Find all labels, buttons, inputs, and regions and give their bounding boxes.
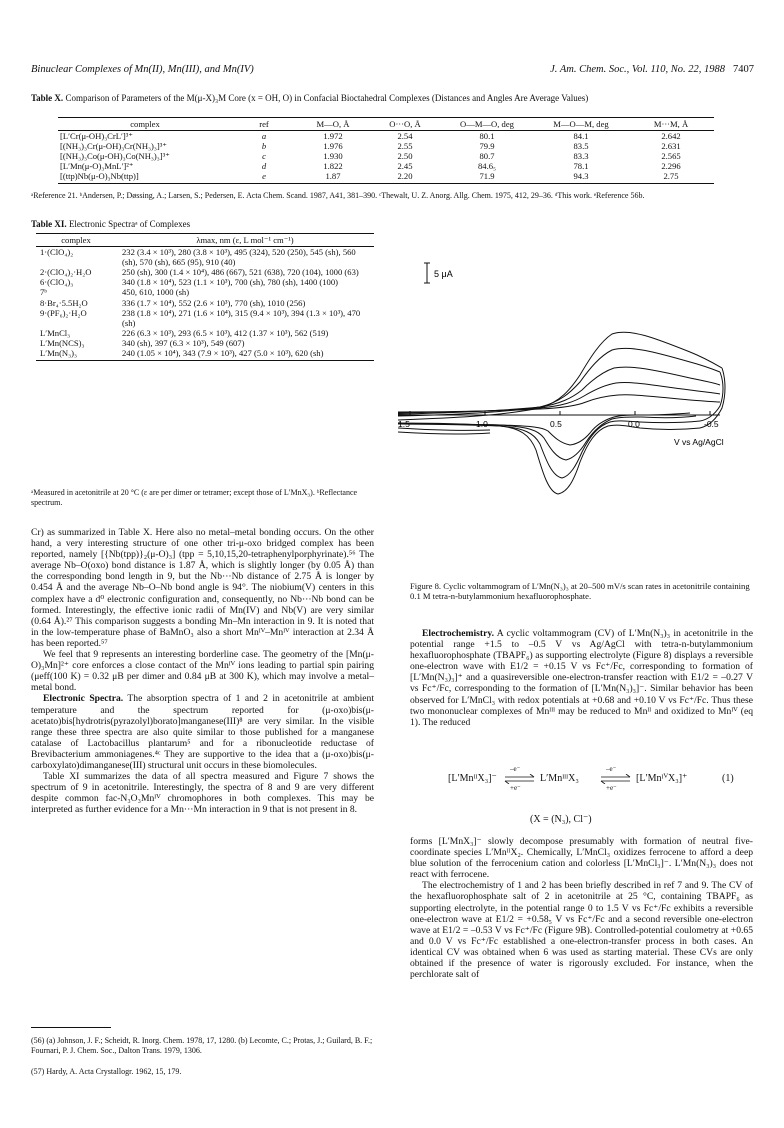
table-row — [36, 277, 374, 287]
equation-term: [L′MnᴵᴵX₃]⁻ — [448, 773, 497, 784]
cv-trace — [398, 348, 720, 416]
figure-8-caption-text: Cyclic voltammogram of L′Mn(N₃)₃ at 20–500 mV/s scan rates in acetonitrile containing 0.1 M tetra-n-butylammonium hexafluorophosphate. — [410, 581, 750, 602]
right-column-text-1 — [410, 628, 753, 728]
reference-56: (56) (a) Johnson, J. F.; Scheidt, R. Inorg. Chem. 1978, 17, 1280. (b) Lecomte, C.; Protas, J.; Guilard, B. F.; Fournari, P. J. Chem. Soc., Dalton Trans. 1979, 1306. — [31, 1036, 373, 1055]
table-cell: 336 (1.7 × 10⁴), 552 (2.6 × 10³), 770 (sh), 1010 (256) — [122, 297, 306, 308]
cv-trace — [700, 372, 723, 421]
table-row — [36, 298, 374, 308]
paragraph: Cr) as summarized in Table X. Here also no metal–metal bonding occurs. On the other hand, a very interesting structure of one other tri-μ-oxo bridged complex has been reported, namely [{Nb(tpp)}₂(μ-O)₃] (tpp = 5,10,15,20-tetraphenylporphyrinate).⁵⁶ The average Nb–O(oxo) bond distance is 1.87 Å, which is slightly longer (by 0.05 Å) than the corresponding bond length in 9, but the Nb···Nb distance of 2.75 Å is longer by 0.454 Å and the average Nb–O–Nb bond angle is 94°. The niobium(V) centers in this complex have a d⁰ electronic configuration and, consequently, no Nb···Nb bond can be formed. Interestingly, the effective ionic radii of Mn(IV) and Nb(V) are very similar (0.64 Å).²⁷ This comparison suggests a bonding Mn–Mn interaction in 9. It is noted that in the low-temperature phase of BaMnO₃ also a short Mnᴵⱽ–Mnᴵⱽ interaction at 2.34 Å has been reported.⁵⁷ — [31, 527, 374, 649]
table-10-col-ref: ref — [232, 118, 296, 131]
table-cell: 250 (sh), 300 (1.4 × 10⁴), 486 (667), 521 (638), 720 (104), 1000 (63) — [122, 267, 359, 278]
running-header-title: Binuclear Complexes of Mn(II), Mn(III), and Mn(IV) — [31, 64, 254, 75]
cv-trace — [398, 367, 720, 414]
table-row — [58, 161, 714, 171]
table-cell: 2.642 — [661, 131, 681, 142]
table-cell: 83.3 — [573, 151, 589, 162]
table-cell: [L′Cr(μ-OH)₃CrL′]³⁺ — [60, 131, 133, 142]
table-11-col-lambda: λmax, nm (ε, L mol⁻¹ cm⁻¹) — [116, 234, 374, 247]
table-10-header-row — [58, 118, 714, 131]
footnote-rule — [31, 1027, 111, 1028]
reference-57: (57) Hardy, A. Acta Crystallogr. 1962, 15, 179. — [31, 1067, 182, 1076]
table-11-label: Table XI. — [31, 219, 67, 229]
left-column-text — [31, 527, 374, 815]
table-cell: 1.976 — [323, 141, 343, 152]
table-row — [36, 328, 374, 338]
table-cell: 1.972 — [323, 131, 343, 142]
table-cell: 450, 610, 1000 (sh) — [122, 287, 190, 298]
table-cell: 2.55 — [397, 141, 413, 152]
equation-arrow-label: +e⁻ — [606, 784, 617, 792]
figure-8-caption — [410, 581, 753, 602]
table-cell: [(NH₃)₃Cr(μ-OH)₃Cr(NH₃)₃]³⁺ — [60, 141, 167, 152]
table-cell: 80.7 — [479, 151, 495, 162]
table-11-header-row — [36, 234, 374, 247]
running-header-journal — [550, 64, 754, 75]
table-cell: 79.9 — [479, 141, 495, 152]
paragraph — [31, 693, 374, 771]
table-cell: 80.1 — [479, 131, 495, 142]
table-cell: 2.631 — [661, 141, 681, 152]
right-column-text-2 — [410, 836, 753, 980]
table-cell: [(NH₃)₃Co(μ-OH)₃Co(NH₃)₃]³⁺ — [60, 151, 170, 162]
paragraph: Table XI summarizes the data of all spectra measured and Figure 7 shows the spectrum of 9 in acetonitrile. Interestingly, the spectra of 8 and 9 are very different despite common fac-N₃O₃Mnᴵⱽ chromophores in both complexes. This may be interpreted as further evidence for a Mn···Mn interaction in 9 that is not present in 8. — [31, 771, 374, 816]
current-scale-label: 5 μA — [434, 269, 453, 279]
section-run-in-heading: Electronic Spectra. — [43, 693, 124, 705]
equilibrium-arrow-icon — [600, 774, 632, 784]
table-10-caption — [31, 93, 753, 104]
x-tick-label: 0.5 — [550, 419, 562, 429]
paragraph: The electrochemistry of 1 and 2 has been briefly described in ref 7 and 9. The CV of the hexafluorophosphate salt of 2 in acetonitrile at 25 °C, containing TBAPF₆ as supporting electrolyte, in the potential range 0 to 1.5 V vs Fc⁺/Fc exhibits a reversible one-electron wave at E1/2 = +0.58₅ V vs Fc⁺/Fc and a second reversible one-electron wave at E1/2 = –0.53 V vs Fc⁺/Fc (Figure 9B). Controlled-potential coulometry at +0.65 and 0.0 V vs Fc⁺/Fc established a one-electron-transfer process in both cases. An identical CV was obtained when 6 was used as starting material. These CVs are only obtained if the presence of water is rigorously excluded. For instance, when the perchlorate salt of — [410, 880, 753, 981]
cv-trace — [398, 395, 720, 412]
table-cell: 2.75 — [628, 171, 714, 183]
table-cell: 2·(ClO₄)₂·H₂O — [40, 267, 92, 278]
table-10-caption-text: Comparison of Parameters of the M(μ-X)₃M Core (x = OH, O) in Confacial Bioctahedral Complexes (Distances and Angles Are Average Values) — [65, 93, 589, 103]
paragraph-text: The absorption spectra of 1 and 2 in acetonitrile at ambient temperature and the spectrum reported for (μ-oxo)bis(μ-acetato)bis[hydrotris(pyrazolyl)borato]manganese(III)⁸ are very similar. In the visible range these three spectra are also quite similar to those published for a manganese catalase of Lactobacillus plantarum⁵ and for a ribonucleotide reductase of Brevibacterium ammoniagenes.⁴ᶜ They are supportive to the idea that a (μ-oxo)bis(μ-carboxylato)dimanganese(III) structural unit occurs in these biomolecules. — [31, 693, 374, 771]
table-cell: b — [261, 141, 267, 152]
paragraph: We feel that 9 represents an interesting borderline case. The geometry of the [Mn(μ-O)₃Mn]²⁺ core enforces a close contact of the Mnᴵⱽ ions leading to partial spin pairing (μeff(100 K) = 0.32 μB per dimer and 0.84 μB at 300 K), which may involve a metal–metal bond. — [31, 649, 374, 694]
table-cell: 2.54 — [397, 131, 413, 142]
paragraph: forms [L′MnX₃]⁻ slowly decompose presumably with formation of neutral five-coordinate species L′MnᴵᴵX₂. Chemically, L′MnCl₃ oxidizes ferrocene to afford a deep blue solution of the ferrocenium cation and colorless [L′MnCl₃]⁻. L′Mn(N₃)₃ does not react with ferrocene. — [410, 836, 753, 881]
table-cell: 83.5 — [573, 141, 589, 152]
table-row — [36, 338, 374, 348]
equation-arrow-label: +e⁻ — [510, 784, 521, 792]
table-cell: c — [262, 151, 266, 162]
table-cell: d — [261, 161, 267, 172]
table-cell: 1.822 — [323, 161, 343, 172]
equation-arrow-label: –e⁻ — [510, 765, 521, 773]
table-10-col-mo: M—O, Å — [296, 118, 370, 131]
equation-arrow-label: –e⁻ — [606, 765, 617, 773]
table-cell: 2.45 — [397, 161, 413, 172]
table-row — [58, 141, 714, 151]
paragraph — [410, 628, 753, 728]
equation-condition: (X = (N₃), Cl⁻) — [530, 814, 592, 825]
table-cell: 2.20 — [370, 171, 440, 183]
table-11-col-complex: complex — [36, 234, 116, 247]
table-cell: [L′Mn(μ-O)₃MnL′]²⁺ — [60, 161, 134, 172]
table-11-caption-text: Electronic Spectraᵃ of Complexes — [68, 219, 191, 229]
equation-1 — [430, 765, 753, 811]
table-11-caption — [31, 219, 374, 230]
table-cell: 71.9 — [440, 171, 534, 183]
journal-citation: J. Am. Chem. Soc., Vol. 110, No. 22, 1988 — [550, 64, 725, 75]
table-11-footnote: ᵃMeasured in acetonitrile at 20 °C (ε are per dimer or tetramer; except those of L′MnX₃). ᵇReflectance spectrum. — [31, 488, 358, 507]
table-cell: 84.1 — [573, 131, 589, 142]
table-cell: L′MnCl₃ — [40, 327, 71, 338]
table-cell: 340 (sh), 397 (6.3 × 10³), 549 (607) — [122, 337, 245, 348]
table-cell: 240 (1.05 × 10⁴), 343 (7.9 × 10³), 427 (5.0 × 10³), 620 (sh) — [116, 348, 374, 361]
page-number: 7407 — [733, 64, 754, 75]
table-cell: 9·(PF₆)₂·H₂O — [40, 307, 87, 318]
cv-trace — [398, 332, 722, 420]
table-cell: 94.3 — [534, 171, 628, 183]
table-row — [36, 247, 374, 268]
table-10-col-omo: O—M—O, deg — [440, 118, 534, 131]
equation-number: (1) — [722, 773, 734, 784]
table-cell: 232 (3.4 × 10³), 280 (3.8 × 10³), 495 (324), 520 (250), 545 (sh), 560 (sh), 570 (sh), 665 (95), 910 (40) — [122, 247, 356, 268]
table-10-col-mm: M···M, Å — [628, 118, 714, 131]
table-cell: [(ttp)Nb(μ-O)₃Nb(ttp)] — [58, 171, 232, 183]
table-cell: 6·(ClO₄)₃ — [40, 277, 74, 288]
table-row — [36, 267, 374, 277]
table-cell: 226 (6.3 × 10³), 293 (6.5 × 10³), 412 (1.37 × 10³), 562 (519) — [122, 327, 329, 338]
x-tick-label: 0.0 — [628, 419, 640, 429]
table-cell: 7ᵇ — [40, 287, 47, 298]
figure-8-voltammogram — [390, 230, 770, 570]
table-cell: 8·Br₄·5.5H₂O — [40, 297, 88, 308]
equation-term: L′MnᴵᴵᴵX₃ — [540, 773, 579, 784]
x-tick-label: -0.5 — [704, 419, 719, 429]
table-cell: 2.296 — [661, 161, 681, 172]
table-cell: 238 (1.8 × 10⁴), 271 (1.6 × 10⁴), 315 (9.4 × 10³), 394 (1.3 × 10³), 470 (sh) — [122, 307, 361, 328]
x-tick-label: 1.0 — [476, 419, 488, 429]
figure-8-label: Figure 8. — [410, 581, 442, 591]
table-cell: 1.87 — [296, 171, 370, 183]
table-row — [58, 131, 714, 142]
equation-term: [L′MnᴵⱽX₃]⁺ — [636, 773, 688, 784]
table-10 — [58, 117, 714, 184]
table-10-label: Table X. — [31, 93, 64, 103]
paragraph-text: A cyclic voltammogram (CV) of L′Mn(N₃)₃ in acetonitrile in the potential range +1.5 to –0.5 V vs Ag/AgCl with tetra-n-butylammonium hexafluorophosphate (TBAPF₆) as supporting electrolyte (Figure 8) displays a reversible one-electron wave with E1/2 = +0.15 V vs Fc⁺/Fc, corresponding to formation of [L′Mn(N₃)₃]⁺ and a quasireversible one-electron-transfer reaction with E1/2 = –0.27 V vs Fc⁺/Fc, corresponding to the formation of [L′Mn(N₃)₃]⁻. Similar behavior has been observed for L′MnCl₃ with redox potentials at +0.68 and +0.10 V vs Fc⁺/Fc. Thus these two mononuclear complexes of Mnᴵᴵᴵ may be reduced to Mnᴵᴵ and oxidized to Mnᴵⱽ (eq 1). The reduced — [410, 628, 753, 728]
cv-trace — [398, 383, 720, 413]
table-cell: 1·(ClO₄)₂ — [40, 247, 74, 258]
table-row — [36, 287, 374, 297]
table-row — [58, 171, 714, 183]
table-cell: e — [232, 171, 296, 183]
table-10-col-mom: M—O—M, deg — [534, 118, 628, 131]
table-cell: 340 (1.8 × 10⁴), 523 (1.1 × 10³), 700 (sh), 780 (sh), 1400 (100) — [122, 277, 339, 288]
table-11 — [36, 233, 374, 361]
table-row — [36, 348, 374, 361]
voltammogram-traces — [398, 263, 725, 494]
table-10-footnote: ᵃReference 21. ᵇAndersen, P.; Døssing, A.; Larsen, S.; Pedersen, E. Acta Chem. Scand. 1987, A41, 381–390. ᶜThewalt, U. Z. Anorg. Allg. Chem. 1975, 412, 29–36. ᵈThis work. ᵉReference 56b. — [31, 191, 645, 200]
section-run-in-heading: Electrochemistry. — [422, 628, 495, 639]
equilibrium-arrow-icon — [504, 774, 536, 784]
table-cell: 84.6₅ — [477, 161, 497, 172]
table-cell: 1.930 — [323, 151, 343, 162]
table-cell: a — [261, 131, 267, 142]
table-10-col-complex: complex — [58, 118, 232, 131]
table-cell: 2.565 — [661, 151, 681, 162]
cv-trace — [398, 432, 490, 434]
table-cell: 78.1 — [573, 161, 589, 172]
table-10-col-oo: O···O, Å — [370, 118, 440, 131]
x-tick-label: 1.5 — [398, 419, 410, 429]
table-cell: L′Mn(N₃)₃ — [36, 348, 116, 361]
table-cell: L′Mn(NCS)₃ — [40, 337, 85, 348]
table-cell: 2.50 — [397, 151, 413, 162]
x-axis-label: V vs Ag/AgCl — [674, 437, 724, 447]
table-row — [36, 308, 374, 328]
table-row — [58, 151, 714, 161]
